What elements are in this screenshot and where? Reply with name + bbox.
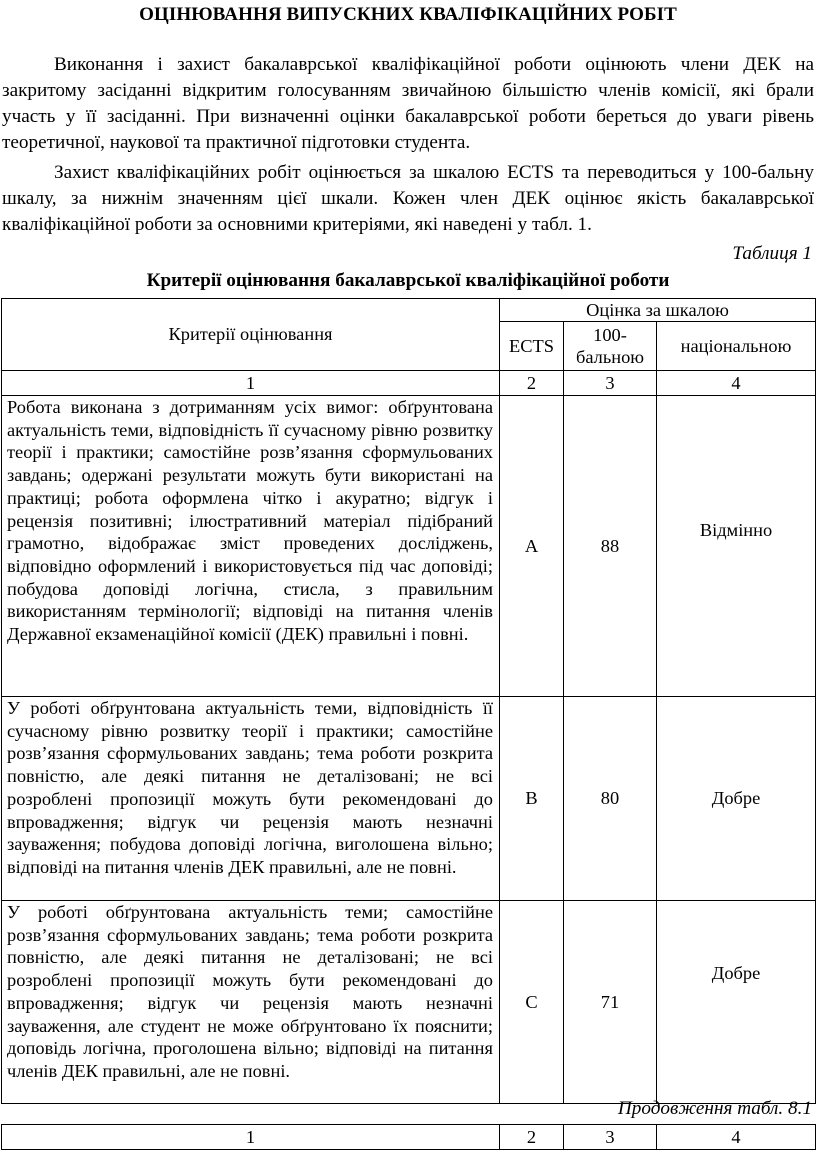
ects-grade: C	[500, 901, 564, 1104]
header-hundred-scale: 100-бальною	[564, 322, 657, 371]
column-number: 4	[657, 371, 816, 396]
ects-grade: A	[500, 396, 564, 697]
column-number: 1	[2, 371, 500, 396]
table-row	[2, 396, 816, 697]
page-title: ОЦІНЮВАННЯ ВИПУСКНИХ КВАЛІФІКАЦІЙНИХ РОБІТ	[139, 4, 677, 25]
paragraph-evaluation-procedure: Виконання і захист бакалаврської кваліфікаційної роботи оцінюють члени ДЕК на закритому засіданні відкритим голосуванням звичайною більшістю членів комісії, які брали участь у її засіданні. При визначенні оцінки бакалаврської роботи береться до уваги рівень теоретичної, наукової та практичної підготовки студента.	[2, 54, 814, 153]
national-grade: Відмінно	[657, 396, 816, 697]
header-national-scale: національною	[657, 322, 816, 371]
continuation-caption: Продовження табл. 8.1	[617, 1098, 812, 1119]
ects-grade: B	[500, 697, 564, 901]
table-caption: Таблиця 1	[732, 243, 812, 264]
criteria-text: У роботі обґрунтована актуальність теми; самостійне розв’язання сформульованих завдань; тема роботи розкрита повністю, але деякі питання не деталізовані; не всі розроблені пропозиції можуть бути рекомендовані до впровадження; відгук чи рецензія мають незначні зауваження, але студент не може обґрунтовано їх пояснити; доповідь логічна, проголошена вільно; відповіді на питання членів ДЕК правильні, але не повні.	[2, 901, 500, 1104]
hundred-score: 71	[564, 901, 657, 1104]
header-scale-group: Оцінка за шкалою	[500, 299, 816, 322]
header-criteria: Критерії оцінювання	[2, 299, 500, 371]
hundred-score: 80	[564, 697, 657, 901]
column-number-row	[2, 1125, 816, 1150]
criteria-text: У роботі обґрунтована актуальність теми, відповідність її сучасному рівню розвитку теорії і практики; самостійне розв’язання сформульованих завдань; тема роботи розкрита повністю, але деякі питання не деталізовані; не всі розроблені пропозиції можуть бути рекомендовані до впровадження; відгук чи рецензія мають незначні зауваження; побудова доповіді логічна, виголошена вільно; відповіді на питання членів ДЕК правильні, але не повні.	[2, 697, 500, 901]
national-grade: Добре	[657, 697, 816, 901]
header-ects: ECTS	[500, 322, 564, 371]
column-number: 2	[500, 371, 564, 396]
column-number: 3	[564, 371, 657, 396]
table-row	[2, 697, 816, 901]
table-row	[2, 901, 816, 1104]
column-number-row	[2, 371, 816, 396]
table-title: Критерії оцінювання бакалаврської кваліфікаційної роботи	[146, 270, 670, 291]
column-number: 4	[657, 1125, 816, 1150]
paragraph-ects-scale: Захист кваліфікаційних робіт оцінюється за шкалою ECTS та переводиться у 100-бальну шкалу, за нижнім значенням цієї шкали. Кожен член ДЕК оцінює якість бакалаврської кваліфікаційної роботи за основними критеріями, які наведені у табл. 1.	[2, 162, 814, 235]
national-grade: Добре	[657, 901, 816, 1104]
column-number: 3	[564, 1125, 657, 1150]
criteria-table	[1, 298, 816, 1104]
continuation-table	[1, 1124, 816, 1150]
hundred-score: 88	[564, 396, 657, 697]
column-number: 2	[500, 1125, 564, 1150]
criteria-text: Робота виконана з дотриманням усіх вимог: обґрунтована актуальність теми, відповідність її сучасному рівню розвитку теорії і практики; самостійне розв’язання сформульованих завдань; одержані результати можуть бути використані на практиці; робота оформлена чітко і акуратно; відгук і рецензія позитивні; ілюстративний матеріал підібраний грамотно, відображає зміст проведених досліджень, відповідно оформлений і використовується під час доповіді; побудова доповіді логічна, стисла, з правильним використанням термінології; відповіді на питання членів Державної екзаменаційної комісії (ДЕК) правильні і повні.	[2, 396, 500, 697]
column-number: 1	[2, 1125, 500, 1150]
